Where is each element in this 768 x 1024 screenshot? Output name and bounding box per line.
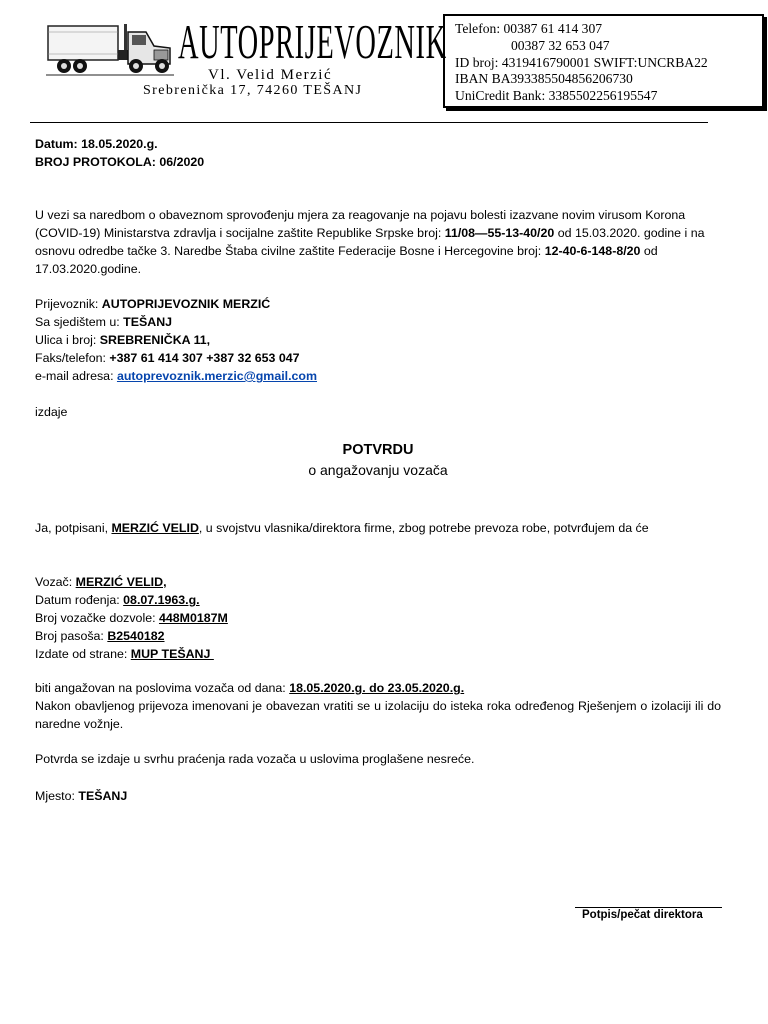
purpose-text: Potvrda se izdaje u svrhu praćenja rada vozača u uslovima proglašene nesreće.	[35, 752, 475, 766]
document-title	[35, 440, 721, 480]
issues-text: izdaje	[35, 405, 68, 419]
driver-dob: 08.07.1963.g.	[123, 593, 200, 607]
intro-text-1: U vezi sa naredbom o obaveznom sprovođenju mjera za reagovanje na pojavu bolesti izazvane novim virusom Korona (COVID-19) Ministarstva zdravlja i socijalne zaštite Republike Srpske broj:	[35, 208, 686, 240]
driver-info	[35, 573, 721, 663]
carrier-seat-label: Sa sjedištem u:	[35, 315, 124, 329]
title-sub: o angažovanju vozača	[308, 462, 448, 478]
company-owner: Vl. Velid Merzić	[208, 67, 333, 83]
truck-logo-icon	[46, 20, 176, 80]
carrier-email-link[interactable]: autoprevoznik.merzic@gmail.com	[116, 369, 318, 383]
statement-paragraph	[35, 519, 721, 537]
carrier-seat: TEŠANJ	[123, 315, 173, 329]
driver-passport: B2540182	[107, 629, 165, 643]
statement-text-1: Ja, potpisani,	[35, 521, 112, 535]
decree-number-rs: 11/08—55-13-40/20	[444, 226, 555, 240]
engagement-period: 18.05.2020.g. do 23.05.2020.g.	[289, 681, 465, 695]
driver-passport-label: Broj pasoša:	[35, 629, 108, 643]
decree-number-fbih: 12-40-6-148-8/20	[544, 244, 641, 258]
engagement-text-1: biti angažovan na poslovima vozača od dana:	[35, 681, 290, 695]
driver-license-label: Broj vozačke dozvole:	[35, 611, 159, 625]
carrier-phone: +387 61 414 307 +387 32 653 047	[109, 351, 300, 365]
place-value: TEŠANJ	[78, 789, 128, 803]
driver-name-label: Vozač:	[35, 575, 76, 589]
driver-dob-label: Datum rođenja:	[35, 593, 124, 607]
carrier-info	[35, 295, 721, 385]
header-divider	[30, 122, 708, 123]
contact-bank: UniCredit Bank: 3385502256195547	[455, 88, 658, 104]
company-address: Srebrenička 17, 74260 TEŠANJ	[143, 83, 363, 98]
driver-license: 448M0187M	[158, 611, 228, 625]
protocol-number: BROJ PROTOKOLA: 06/2020	[35, 155, 205, 169]
place-label: Mjesto:	[35, 789, 79, 803]
carrier-name-label: Prijevoznik:	[35, 297, 102, 311]
intro-text-3: od 17.03.2020.godine.	[35, 244, 658, 276]
contact-box	[443, 14, 764, 108]
carrier-phone-label: Faks/telefon:	[35, 351, 110, 365]
driver-issued-label: Izdate od strane:	[35, 647, 131, 661]
place-line	[35, 787, 721, 805]
driver-issued-by: MUP TEŠANJ	[130, 647, 214, 661]
engagement-text-2: Nakon obavljenog prijevoza imenovani je obavezan vratiti se u izolaciju do isteka roka određenog Rješenjem o izolaciji ili do naredne vožnje.	[35, 699, 721, 731]
company-name: AUTOPRIJEVOZNIK	[178, 14, 447, 69]
signature-line	[575, 907, 722, 908]
intro-paragraph	[35, 206, 721, 278]
carrier-street: SREBRENIČKA 11,	[99, 333, 211, 347]
contact-id-swift: ID broj: 4319416790001 SWIFT:UNCRBA22	[455, 54, 708, 70]
contact-iban: IBAN BA393385504856206730	[455, 71, 633, 87]
driver-name: MERZIĆ VELID,	[75, 575, 167, 589]
signature-label: Potpis/pečat direktora	[582, 909, 703, 921]
document-date: Datum: 18.05.2020.g.	[35, 137, 158, 151]
contact-phone-2: 00387 32 653 047	[511, 37, 610, 53]
title-main: POTVRDU	[342, 442, 414, 458]
document-header	[35, 135, 721, 171]
contact-phone-1: Telefon: 00387 61 414 307	[455, 21, 603, 36]
carrier-name: AUTOPRIJEVOZNIK MERZIĆ	[101, 297, 271, 311]
intro-text-2: od 15.03.2020. godine i na osnovu odredbe tačke 3. Naredbe Štaba civilne zaštite Federacije Bosne i Hercegovine broj:	[35, 226, 705, 258]
statement-signatory: MERZIĆ VELID	[111, 521, 199, 535]
engagement-paragraph	[35, 679, 721, 733]
carrier-email-label: e-mail adresa:	[35, 369, 117, 383]
statement-text-2: , u svojstvu vlasnika/direktora firme, zbog potrebe prevoza robe, potvrđujem da će	[198, 521, 649, 535]
carrier-street-label: Ulica i broj:	[35, 333, 100, 347]
